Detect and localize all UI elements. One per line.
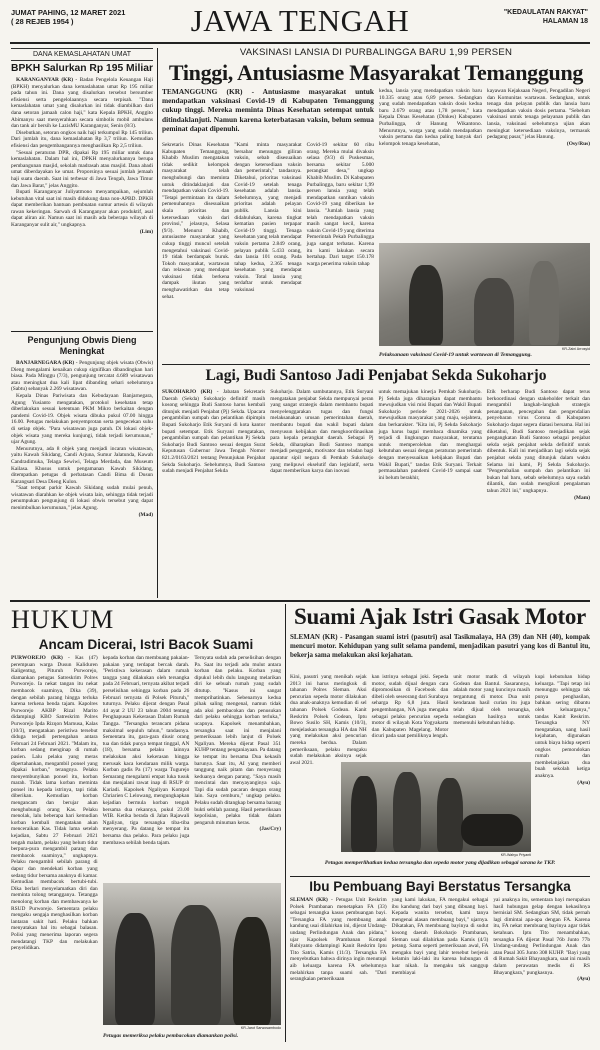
bayi-col-3 <box>493 897 590 1045</box>
motor-col-1: Kini, pasutri yang menikah sejak 2013 ini harus meringkuk di tahanan Polres Sleman. Aksi pencurian sepeda motor dilakukan dua anak-anaknya kemudian di sel tahanan Polsek Godean. Kanit Reskrim Polsek Godean, Iptu Bowo Susilo SH, Kamis (10/3), menjelaskan tersangka HA dan NH yang melakukan aksi pencurian mereka berdua. Dalam pemeriksaan, pelaku mengaku sudah melakukan aksinya sejak awal 2021. <box>290 674 367 766</box>
sekda-col-1-text: - Jabatan Sekretaris Daerah (Sekda) Sukoharjo definitif masih kosong sehingga Budi Santoso harus kembali ditunjuk menjadi Penjabat (Pj) Sekda. Upacara pengambilan sumpah dan pelantikan dipimpin Bupati Sukoharjo Etik Suryani di kota kantor bupati setempat. Etik Suryani mengatakan, pengambilan sumpah dan pelantikan Pj Sekda Sukoharjo Budi Santoso sesuai dengan Surat Keputusan Gubernur Jawa Tengah Nomor 821.2/0163/2021 tentang Penunjukan Penjabat Sekda Sukoharjo. Sebelumnya, Budi Santoso sudah menjadi Penjabat Sekda <box>162 389 266 475</box>
vaccination-photo-credit: KR-Zaini Arrosyid <box>562 347 590 351</box>
lead-headline: Tinggi, Antusiasme Masyarakat Temanggung <box>168 60 584 85</box>
hukum-column-rule <box>285 604 286 1042</box>
hukum-body-upper <box>11 655 282 952</box>
hukum-col-1 <box>11 655 98 1040</box>
bayi-col-1 <box>290 897 387 1045</box>
lead-col-5 <box>487 88 590 238</box>
lead-intro-text: - Antusiasme masyarakat untuk mendapatkan vaksinasi Covid-19 di Kabupaten Temanggung cukup tinggi. Mereka meminta Dinas Kesehatan setempat untuk ditindaklanjuti. Namun karena keterbatasan vaksin, belum semua peminat dapat dipenuhi. <box>162 87 374 133</box>
motor-photo-officer <box>351 776 377 852</box>
bayi-rule <box>290 876 590 877</box>
motor-photo <box>341 762 531 852</box>
hukum-photo-officer-2 <box>233 917 271 1025</box>
photo-figure-patient <box>474 278 514 346</box>
dieng-signature: (Mad) <box>138 511 153 518</box>
vaccination-photo-caption: Pelaksanaan vaksinasi Covid-19 untuk wartawan di Temanggung. <box>379 352 532 358</box>
left-column-rule <box>157 48 158 598</box>
lead-col-4: kedua, lansia yang mendapatkan vaksin baru 10.335 orang atau 6,89 persen. Sedangkan yang sudah mendapatkan vaksin dosis kedua baru 2.679 orang atau 1,78 persen," kata Kepala Dinas Kesehatan (Dinkes) Kabupaten Purbalingga, dr Hanung Wikantono. Menurutnya, warga yang sudah mendapatkan vaksin pertama dan kedua paling banyak dari kelompok tenaga kesehatan, <box>379 88 482 147</box>
masthead-hijri-date: ( 28 REJEB 1954 ) <box>11 17 74 26</box>
bpkh-para-4: Bupati Karanganyar Juliyatmono menyampaikan, sejumlah kebutuhan vital saat ini masih didukung dana non-APBD. DPKH dapat memberikan bantuan pembuatan sumur artesis di wilayah rawan kekeringan. Sarwah di Karanganyar akan produktif, asal dapat aliran air. Namun saat ini masih ada beberapa wilayah di Karanganyar sulit air," ungkapnya. <box>11 189 153 229</box>
sekda-col-4 <box>487 389 590 596</box>
lead-signature: (Osy/Rus) <box>566 140 590 147</box>
hukum-photo <box>103 883 281 1025</box>
bpkh-kicker: DANA KEMASLAHATAN UMAT <box>32 51 132 58</box>
bayi-body <box>290 897 590 1045</box>
lead-body-left <box>162 142 374 360</box>
bayi-col-1-text: - Petugas Unit Reskrim Polsek Prambanan menetapkan FA (33) sebagai tersangka kasus pembuangan bayi. "Tersangka FA yang membuang anak kandung usai dilahirkan ini, dijerat Undang-undang Perlindungan Anak dan pidana," ujar Kapolsek Prambanan Kompol Rubiyanto didampingi Kanit Reskrim Iptu Tito Satria, Kamis (11/3). Tersangka FA menyebutkan bahwa dirinya ingin menutupi aib keluarga karena FA sebelumnya melahirkan tanpa suami sah. "Dari serangkaian pemeriksaan <box>290 897 387 983</box>
motor-col-2: kan istrinya sebagai joki. Sepeda motor, sudah dijual dengan cara dipromosikan di Facebook dan dibeli oleh seseorang dari Surabaya seharga Rp 6,8 juta. Hasil pengembangan, NA juga mengaku sebagai pelaku pencurian sepeda motor di wilayah Kota Yogyakarta dan Kabupaten Magelang. Motor dicuri pada saat pemiliknya lengah. <box>371 674 449 740</box>
bayi-signature: (Ayu) <box>577 976 591 983</box>
lead-col-3: Covid-19 sekitar 60 ribu orang. Mereka mulai divaksin selasa (9/3) di Puskesmas, bersama sekitar 5.000 perangkat desa," ungkap Khabib Muslim. Di Kabupaten Purbalingga, baru sekitar 1,99 persen lansia yang telah mendapatkan suntikan vaksin Covid-19 yang diberikan ke lansia. "Jumlah lansia yang telah mendapatkan vaksin masih sangat kecil, karena vaksin Covid-19 yang diterima Pemerintah Pekab Purbalingga juga sangat terbatas. Karena itu kami lakukan secara bertahap. Dari target 150.178 warga penerima vaksin tahap <box>306 142 374 267</box>
photo-figure-nurse <box>409 265 443 345</box>
masthead-title: JAWA TENGAH <box>190 3 410 38</box>
bpkh-headline: BPKH Salurkan Rp 195 Miliar <box>11 63 153 74</box>
sekda-col-4-text: Etik berharap Budi Santoso dapat terus berkoordinasi dengan stakeholder terkait dan mengambil langkah-langkah strategis penanganan, pencegahan dan pengendalian penyebaran virus Corona di Kabupaten Sukoharjo dapat segera diatasi bersama. Hal ini diketahui, Budi Santoso menjadikan sejak pengangkatan Budi Santoso sebagai penjabat sekda sejak penjabat sekda definitif untuk dibentuk. Kali ini menjadikan lagi sekda sejak penjabat sekda yang ditunjuk dalam waktu Selama ini kami, Pj Sekda Sukoharjo. "Pengembalian sumpah dan pelantikan ini bukan hal baru, sebab sebelumnya saya sudah dilantik, dan sudah mengikuti pengalaman tahun 2021 ini," ungkapnya. <box>486 389 590 494</box>
motor-col-3: unit motor matik di wilayah Godean dan Bantul. Sasarannya, adalah motor yang kuncinya masih tergantung di motor. Dua unit kendaraan hasil curian itu juga telah dijual oleh tersangka, sedangkan hasilnya untuk memenuhi kebutuhan hidup. <box>453 674 531 727</box>
second-story-rule <box>162 364 590 365</box>
photo-figure-staff <box>529 261 559 345</box>
motor-photo-suspect-2 <box>437 778 463 852</box>
hukum-col-3-text: Ternyata sudah ada perselisihan dengan Pa. Saat itu terjadi adu mulut antara korban dan pelaku. Korban yang dipukul lebih dulu langsung melarikan diri ke sebuah rumah yang sudah ditutup. "Kasus ini sangat memprihatinkan. Sebenarnya kedua pihak saling mengenal, namun tidak ada aksi pembacokan dan penusukan dari pelaku sehingga korban terluka," ucapnya. Kapolsek menambahkan, tersangka saat ini menjalani pemeriksaan lebih lanjut di Polsek Ngaliyan. Mereka dijerat Pasal 351 KUHP tentang penganiayaan. Pa datang ke tempat itu bersama Dua kekasih barunya. Saat itu, AI yang memberi tanggung naik pitam dan menyerang keduanya dengan parang. "Saya masih mencintai dan menyayanginya saja. Tapi dia sudah pacaran dengan orang lain. Saya cemburu," ungkap pelaku. Pelaku sudah ditangkap bersama barang bukti sebilah parang. Hasil pemeriksaan kepolisian, pelaku tidak dalam pengaruh minuman keras. <box>194 655 282 826</box>
hukum-dateline: PURWOREJO (KR) <box>11 655 63 661</box>
lead-col-1: Sekretaris Dinas Kesehatan Kabupaten Temanggung, Khabib Muslim mengatakan tidak sedikit kelompok masyarakat telah menghubungi dan meminta untuk ditindaklanjuti dan mendapatkan vaksin Covid-19. "Tetapi permintaan itu dalam pemenuhannya disesuaikan skala prioritas dan ketersediaan vaksin dari provinsi," jelasnya, Selasa (9/3). Menurut Khabib, antusiasme masyarakat yang cukup tinggi muncul setelah mengetahui vaksinasi Covid-19 tidak berdampak buruk. Tokoh masyarakat, wartawan dan relawan yang mendapat vaksinasi tidak berkena dampak ikutan yang menghawatirkan dan tetap sehat. <box>162 142 230 300</box>
hukum-col-3 <box>194 655 281 880</box>
lead-story <box>162 47 590 86</box>
lead-kicker: VAKSINASI LANSIA DI PURBALINGGA BARU 1,99 PERSEN <box>239 47 513 58</box>
left-column <box>11 48 153 622</box>
hukum-section-title: HUKUM <box>11 605 115 634</box>
masthead-tagline: "KEDAULATAN RAKYAT" <box>503 9 588 16</box>
sekda-col-3: untuk memajukan kinerja Pemkab Sukoharjo. Pj Sekda juga diharapkan dapat membantu mewujudkan visi misi Bupati dan Wakil Bupati Sukoharjo periode 2021-2026 untuk mewujudkan masyarakat yang maju, sejahtera, dan berkarakter. "Kita ini, Pj Sekda Sukoharjo juga harus bagai membaca dinamika yang terjadi di lingkungan masyarakat, terutama untuk memperolehan dan menghargai kebutuhan sesuai dengan peraturan pemerintah dengan menyesuaikan kebijakan Bupati dan Wakil Bupati," tandas Etik Suryani. Terkait permasalahan pandemi Covid-19 sampai saat ini belum berakhir, <box>378 389 482 481</box>
bpkh-signature: (Lim) <box>139 228 153 235</box>
hukum-headline: Ancam Dicerai, Istri Bacok Suami <box>38 637 254 652</box>
sekda-signature: (Mam) <box>574 494 590 501</box>
motor-dateline: SLEMAN (KR) <box>290 633 338 641</box>
sekda-col-1 <box>162 389 265 596</box>
masthead-right-block <box>470 8 588 26</box>
motor-col-4-text: kupi kebutuhan hidup keluarga. "Tapi tetap ini menunggu sehingga tak punya penghasilan, bahkan sering dibantu oleh keluarganya," tandas Kanit Reskrim. Tersangka NY mengatakan, uang hasil kejahatan, digunakan untuk biaya hidup seperti ongkos pemondokan rumah dan membelanjakan dua buah sekolah ketiga anaknya. <box>535 674 590 779</box>
bayi-col-3-text: yai anaknya itu, sementara bayi merupakan hasil hubungan gelap dengan kekasihnya bernisial SM. Sedangkan SM, tidak pernah lagi dimintai apa-apa dengan FA. Karena itu, FA nekat membuang bayinya agar tidak ketahuan. Iptu Tito menambahkan, tersangka FA dijerat Pasal 76b Junto 77b Undang-undang Perlindungan Anak dan atau Pasal 305 Junto 308 KUHP. "Bayi yang di Rumah Sakit Bhayangkara, saat ini masih dalam perawatan medis di RS Bhayangkara," pungkasnya. <box>493 897 591 976</box>
bpkh-para-3: "Sesuai peraturan DPR, dipakai Rp 195 miliar untuk dana kemaslahatan. Dalam hal ini, DPKH menyalurkannya berupa pembangunan masjid, sekolah madrasah atau masjid. Dana abadi umat diberdayakan ke umat. Proporsinya sesuai jumlah jemaah haji suatu daerah. Saat ini terbesar di Jawa Tengah, Jawa Timur dan Jawa Barat," jelas Anggito. <box>11 149 153 189</box>
lead-col-2: "Kami minta masyarakat bersabar menunggu giliran vaksin, sebab disesuaikan dengan ketersediaan vaksin dan pemerintah," tandasnya. Diketahui, prioritas vaksinasi Covid-19 setelah tenaga kesehatan adalah lansia. Sebelumnya, yang menjadi prioritas adalah pelayan publik. Lansia kini didahulukan, karena tingkat kematian pasien terpapar Covid-19 tinggi. Tenaga kesehatan yang telah mendapat vaksin pertama 2.849 orang, pelayan publik 5.433 orang, dan lansia 101 orang. Pada tahap kedua, 2.365 tenaga kesehatan yang mendapat vaksin. Total lansia yang terdaftar untuk mendapat vaksinasi <box>234 142 302 294</box>
motor-photo-caption: Petugas memperlihatkan kedua tersangka dan sepeda motor yang dijadikan sebagai sarana ke TKP. <box>324 860 556 866</box>
lead-body-right <box>379 88 590 238</box>
hukum-photo-credit: KR-Jarot Sarwosambodo <box>240 1026 281 1030</box>
bpkh-body <box>11 77 153 327</box>
dieng-body <box>11 360 153 622</box>
lead-dateline: TEMANGGUNG (KR) <box>162 87 243 96</box>
hukum-signature: (Jas/Cry) <box>259 826 282 833</box>
motor-intro-text: - Pasangan suami istri (pasutri) asal Tasikmalaya, HA (39) dan NH (40), kompak mencuri motor. Kehidupan yang sulit selama pandemi, menjadikan pasutri yang kos di Bantul itu, bekerja sama melakukan aksi kejahatan. <box>290 633 590 659</box>
dieng-para-3: Menurutnya, ada 8 objek yang menjadi incaran wisatawan, yaitu Kawah Sikidang, Candi Arjuna, Sumur Jalatunda, Kawah Candradimuka, Telaga Sewiwi, Telaga Merdada, dan Museum Kailasa. Khusus untuk pengamanan Kawah Sikidang, ditempatkan petugas di perbatasan Candi Bima di Dusun Karangsari Desa Dieng Kulon. <box>11 445 153 485</box>
sekda-col-2: Sukoharjo. Dalam sambutannya, Etik Suryani mengatakan penjabat Sekda mempunyai peran yang sangat strategis dalam membantu bupati menyelenggarakan tugas dan fungsi melaksanakan urusan pemerintahan daerah, membantu bupati dan wakil bupati dalam menyusun kebijakan dan mengkoordinasikan para kepala perangkat daerah. Sebagai Pj Sekda, diharapkan Budi Santoso mampu menjadi penggerak, motivator dan teladan bagi aparatur sipil negara di Pemkab Sukoharjo yang melipuwi ekselutif dan legislatif, serta dapat memberikan karya dan inovasi <box>270 389 374 475</box>
bpkh-para-1: - Badan Pengelola Keuangan Haji (BPKH) menyalurkan dana kemaslahatan umat Rp 195 miliar pada tahun ini. Dana yang disalurkan tersebut bersumber efisiensi serta pengelolaannya secara terpisah. "Dana kemaslahatan umat yang disalurkan ini tidak diambilkan dari dana setoran jamaah calon haji," kata Kepala BPKH, Anggito Abimanyu saat menyerahkan secara simbolis mobil ambulans dan tank air bersih ke LazisMU Karanganyar, Senin (8/3). <box>11 77 153 130</box>
dieng-dateline: BANJARNEGARA (KR) <box>16 360 75 366</box>
masthead-rule <box>10 42 590 44</box>
motor-signature: (Ayu) <box>577 779 590 786</box>
motor-headline: Suami Ajak Istri Gasak Motor <box>294 604 586 629</box>
dieng-para-1: - Pengunjung objek wisata (Obwis) Dieng mengalami kenaikan cukup signifikan dibandingkan hari biasa. Pada Minggu (7/3), pengunjung tercatat 4.689 wisatawan atau meningkat dua kali lipat dibanding sehari sebelumnya (Sabtu) sebanyak 2.269 wisatawan. <box>11 360 153 393</box>
masthead-date: JUMAT PAHING, 12 MARET 2021 <box>11 8 126 17</box>
hukum-photo-officer <box>115 913 155 1025</box>
motor-body <box>290 674 531 766</box>
hukum-col-2: kepada korban dan membuang pakaian-pakaian yang terdapat bercak darah. "Peristiwa kekerasan dalam rumah tangga yang dilakukan oleh tersangka pada 24 Februari, ternyata akibat terjadi perselisihan sehingga korban pada 26 Februari ternyata di Polsek Pituruh," tuturnya. Pelaku dijerat dengan Pasal 44 ayat 2 UU 23 tahun 2004 tentang Penghapusan Kekerasan Dalam Rumah Tangga. "Tersangka terancam pidana maksimal sepuluh tahun," tandasnya. Sementara itu, gara-gara diusir orang tua dan tidak punya tempat tinggal, AN (18), bersama pelaku lainnya melakukan aksi kekerasan hingga merusak kaca kendaraan milik warga. Korban gadis Pa (17) warga Tugurejo Semarang mengalami empat luka tusuk dan menjalani rawat inap di RSUP dr Kariadi. Kapolsek Ngaliyan Kompol Chriarien C Lelowang, mengungkapkan kejadian bermula korban tengah bersama dua rekannya, pukul 23.00 WIB. Ketika berada di Jalan Rajawali Ngaliyan, tiga tersangka tiba-tiba menyerang. Pa datang ke tempat itu bersama dua pelaku. Para pelaku juga membawa sebilah benda tajam. <box>102 655 190 846</box>
left-divider <box>11 331 153 332</box>
motor-photo-credit: KR-Wahyu Priyanti <box>500 853 531 857</box>
lead-col-5-text: kayawan Kejaksaan Negeri, Pengadilan Negeri dan Komunitas wartawan. Sedangkan, untuk tenaga dan pelayan publik dan lansia baru mendapatkan vaksin dosis pertama. "Sebelum vaksinasi untuk tenaga pelayanan publik dan lansia, vaksinasi sebelumnya ujian akan meningkat ketersediaan vaksinya, termasuk pedagang pasar," jelas Hanung. <box>487 88 590 141</box>
motor-col-4 <box>535 674 590 844</box>
masthead-date-block <box>11 8 151 26</box>
sekda-dateline: SUKOHARJO (KR) <box>162 389 213 395</box>
bayi-col-2: yang kami lakukan, FA mengakui sebagai ibu kandung dari bayi yang dibuang bayi. Kepada wanita tersebut, kami tanya mengenai alasan membuang bayi," ujarnya. Dikatakan, FA membuang bayinya di sudut kosong daerah Bokoharjo Prambanan, Sleman usai dilahirkan pada Kamis (4/3) petang. Sama seperti pemeriksaan awal, FA mengaku bayi yang lahir tersebut berjenis kelamin laki-laki itu karena hubungan di luar nikah. Ia mengaku tak sanggup membiayai <box>391 897 489 976</box>
hukum-col-1-text: - Kas (47) perempuan warga Dusun Kaliduren Kaligentng, Pituruh Purworejo, diamankan petugas Satreskrim Polres Purworejo. Ia nekat tangan itu nekat membacok suaminya, Dika (39), dengan sebilah parang hingga terluka karena terkena benda tajam. Kapolres Purworejo AKBP Rizal Marito didampingi KBO Satreskrim Polres Purworejo Ipda Rizqon Marnusa, Kalas (10/3), mengatakan peristiwa tersebut diduga terjadi pertengahan antara Februari 24 Februari 2021. "Malam itu, korban sedang menginap di rumah pasien. Lalu pelaku yang meras dipertahankan, mengambil ponsel yang dipakai korban," terangnya. Pelaku menyembunyikan ponsel itu, korban marah. Tidak lama korban meminta ponsel itu kepada istrinya, tapi tidak diberikan. Kemudian korban mengancam dan berujar akan menghubungi orang Kas. Pelaku menolak, lalu beberapa hari kemudian korban kembali mengatakan akan menceraikan Kas. Tidak lama setelah kejadian, Sabtu 27 Februari 2021 tengah malam, pelaku yang belum tidur berpura-pura mengambil parang dan membacok suaminya," ungkapnya. Pelaku mengambil sebilah parang di dapur dan mendekati korban yang sedang tidur bersama anaknya di kamar. Kemudian membacok bertubi-tubi. Dika berlari menyelamatkan diri dan meminta tolong tetangganya. Tetangga menolong korban dan membawanya ke RSUD Purworejo. Sementara pelaku mengaku sengaja menghasilkan korban lantaran sakit hati. Pelaku bahkan menyatakan hal itu sebagai balasan. Polisi yang menerima laporan segera mendatangi TKP dan melakukan penyelidikan. <box>11 655 98 952</box>
bayi-headline: Ibu Pembuang Bayi Berstatus Tersangka <box>309 879 571 894</box>
vaccination-photo <box>379 243 590 346</box>
motor-photo-suspect-1 <box>393 772 421 852</box>
hukum-photo-caption: Petugas memeriksa pelaku pembacokan diamankan polisi. <box>103 1033 239 1039</box>
dieng-headline: Pengunjung Obwis Dieng Meningkat <box>27 335 137 356</box>
sekda-headline: Lagi, Budi Santoso Jadi Penjabat Sekda Sukoharjo <box>205 367 547 384</box>
hukum-photo-suspect <box>171 905 221 1025</box>
motor-photo-motorcycle <box>461 814 523 846</box>
bpkh-dateline: KARANGANYAR (KR) <box>16 77 74 83</box>
lead-intro <box>162 87 374 137</box>
bayi-dateline: SLEMAN (KR) <box>290 897 328 903</box>
sekda-body <box>162 389 590 596</box>
masthead-page: HALAMAN 18 <box>542 18 588 25</box>
dieng-para-2: Kepala Dinas Pariwisata dan Kebudayaan Banjarnegara, Agung Yusianto mengatakan, protokol kesehatan tetap diberlakukan sesuai ketentuan PKM Mikro berkaitan dengan pandemi Covid-19. Objek wisata dibuka pukul 07.00 hingga 16.00. Petugas melakukan penyemprotan serta pengecekan suhu di setiap objek. "Para wisatawan juga patuh. Di lokasi objek-objek wisata yang mereka kunjungi, tidak terjadi kerumunan," ujar Agung. <box>11 392 153 446</box>
dieng-para-4: "Saat tempat parkir Kawah Sikidang sudah mulai penuh, wisatawan diarahkan ke objek wisata lain, sehingga tidak terjadi penumpukan pengunjung di lokasi obwis tersebut yang dapat menimbulkan kerumunan," jelas Agung. <box>11 485 153 512</box>
motor-intro <box>290 633 590 671</box>
bpkh-para-2: Disebutkan, setoran ongkos naik haji terkumpul Rp 145 triliun. Dari jumlah itu, dana kemaslahatan Rp 3,7 triliun. Kemudian efisiensi dan pengembangannya menghasilkan Rp 2,5 triliun. <box>11 129 153 149</box>
